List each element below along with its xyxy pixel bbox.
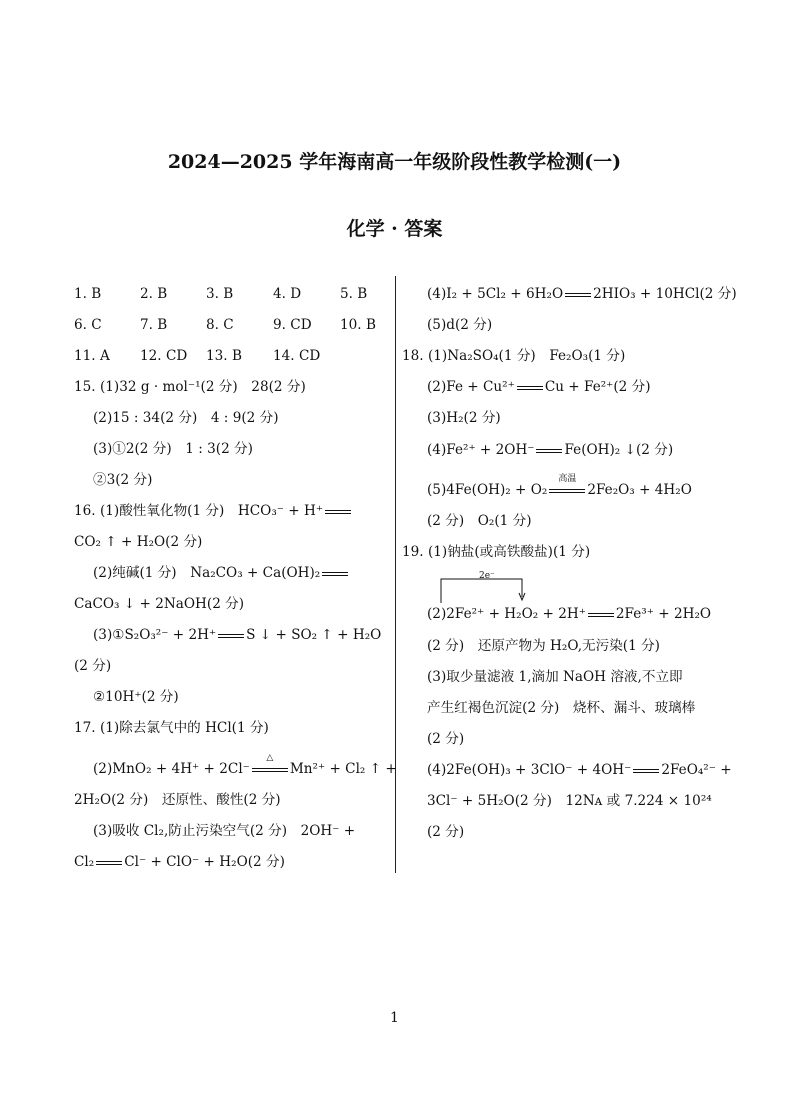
q15-line-3: (3)①2(2 分) 1 : 3(2 分) — [93, 441, 253, 457]
q18-line-3: (3)H₂(2 分) — [427, 410, 501, 426]
q19-line-9: (2 分) — [427, 824, 465, 840]
answer-4: 4. D — [273, 286, 302, 302]
q16-line-5-right: S ↓ + SO₂ ↑ + H₂O — [246, 627, 382, 643]
electron-transfer-bracket-icon — [427, 571, 527, 607]
q18-line-6: (2 分) O₂(1 分) — [427, 513, 532, 529]
answer-3: 3. B — [206, 286, 234, 302]
q17-line-7: (5)d(2 分) — [427, 317, 493, 333]
q16-line-5 — [93, 625, 381, 645]
q16-line-2: CO₂ ↑ + H₂O(2 分) — [74, 534, 203, 550]
q18-line-4 — [427, 440, 673, 460]
q19-line-5: 产生红褐色沉淀(2 分) 烧杯、漏斗、玻璃棒 — [427, 700, 696, 716]
answer-9: 9. CD — [273, 317, 312, 333]
answer-8: 8. C — [206, 317, 234, 333]
q18-line-4-left: (4)Fe²⁺ + 2OH⁻ — [427, 442, 535, 458]
q16-line-5-left: (3)①S₂O₃²⁻ + 2H⁺ — [93, 627, 217, 643]
equals-sign — [586, 610, 616, 620]
answer-11: 11. A — [74, 348, 110, 364]
q19-line-3: (2 分) 还原产物为 H₂O,无污染(1 分) — [427, 638, 660, 654]
q18-line-5 — [427, 473, 692, 500]
high-temp-condition-label: 高温 — [558, 473, 577, 484]
q16-line-3 — [93, 563, 350, 583]
q18-line-2 — [427, 377, 651, 397]
q19-line-7-right: 2FeO₄²⁻ + — [661, 762, 732, 778]
equals-sign — [94, 858, 124, 868]
answer-12: 12. CD — [140, 348, 188, 364]
q15-line-1: 15. (1)32 g · mol⁻¹(2 分) 28(2 分) — [74, 379, 306, 395]
q17-line-5-right: Cl⁻ + ClO⁻ + H₂O(2 分) — [124, 854, 285, 870]
q17-line-2-left: (2)MnO₂ + 4H⁺ + 2Cl⁻ — [93, 761, 250, 777]
q16-line-1-left: 16. (1)酸性氧化物(1 分) HCO₃⁻ + H⁺ — [74, 503, 324, 519]
q15-line-4: ②3(2 分) — [93, 472, 153, 488]
q17-line-5-left: Cl₂ — [74, 854, 95, 870]
equals-sign — [631, 766, 661, 776]
q16-line-1 — [74, 501, 353, 521]
q19-line-7 — [427, 760, 732, 780]
q17-line-5 — [74, 852, 285, 872]
q17-line-6-left: (4)I₂ + 5Cl₂ + 6H₂O — [427, 286, 564, 302]
q19-line-1: 19. (1)钠盐(或高铁酸盐)(1 分) — [402, 544, 591, 560]
equals-sign-high-temp — [547, 473, 587, 496]
answer-14: 14. CD — [273, 348, 321, 364]
equals-sign — [515, 383, 545, 393]
equals-sign-with-heat — [250, 752, 290, 775]
q19-line-8: 3Cl⁻ + 5H₂O(2 分) 12Nᴀ 或 7.224 × 10²⁴ — [427, 793, 712, 809]
q17-line-6-right: 2HIO₃ + 10HCl(2 分) — [593, 286, 737, 302]
q18-line-5-right: 2Fe₂O₃ + 4H₂O — [587, 482, 692, 498]
q19-line-2-right: 2Fe³⁺ + 2H₂O — [615, 606, 712, 622]
q19-line-6: (2 分) — [427, 731, 465, 747]
answer-13: 13. B — [206, 348, 242, 364]
answer-1: 1. B — [74, 286, 102, 302]
equals-sign — [320, 569, 350, 579]
q16-line-4: CaCO₃ ↓ + 2NaOH(2 分) — [74, 596, 245, 612]
answer-7: 7. B — [140, 317, 168, 333]
q17-line-6 — [427, 284, 737, 304]
electron-transfer-label: 2e⁻ — [479, 571, 495, 581]
q17-line-3: 2H₂O(2 分) 还原性、酸性(2 分) — [74, 792, 281, 808]
q19-line-7-left: (4)2Fe(OH)₃ + 3ClO⁻ + 4OH⁻ — [427, 762, 632, 778]
q18-line-2-left: (2)Fe + Cu²⁺ — [427, 379, 515, 395]
q18-line-2-right: Cu + Fe²⁺(2 分) — [544, 379, 651, 395]
q17-line-4: (3)吸收 Cl₂,防止污染空气(2 分) 2OH⁻ + — [93, 823, 356, 839]
electron-transfer-arrow — [427, 571, 527, 607]
equals-sign — [216, 631, 246, 641]
q19-line-2 — [427, 604, 711, 624]
page-title: 2024—2025 学年海南高一年级阶段性教学检测(一) — [167, 151, 622, 173]
answer-5: 5. B — [340, 286, 368, 302]
q16-line-3-left: (2)纯碱(1 分) Na₂CO₃ + Ca(OH)₂ — [93, 565, 321, 581]
q18-line-1: 18. (1)Na₂SO₄(1 分) Fe₂O₃(1 分) — [402, 348, 626, 364]
q16-line-7: ②10H⁺(2 分) — [93, 689, 179, 705]
q15-line-2: (2)15 : 34(2 分) 4 : 9(2 分) — [93, 410, 279, 426]
equals-sign — [563, 290, 593, 300]
answer-2: 2. B — [140, 286, 168, 302]
q17-line-1: 17. (1)除去氯气中的 HCl(1 分) — [74, 720, 269, 736]
answer-10: 10. B — [340, 317, 376, 333]
q18-line-4-right: Fe(OH)₂ ↓(2 分) — [564, 442, 674, 458]
q18-line-5-left: (5)4Fe(OH)₂ + O₂ — [427, 482, 548, 498]
heat-condition-label: △ — [266, 752, 274, 763]
q16-line-6: (2 分) — [74, 658, 112, 674]
q17-line-2-right: Mn²⁺ + Cl₂ ↑ + — [289, 761, 397, 777]
page-subtitle: 化学 · 答案 — [346, 218, 443, 240]
equals-sign — [323, 507, 353, 517]
q19-line-2-left: (2)2Fe²⁺ + H₂O₂ + 2H⁺ — [427, 606, 586, 622]
column-divider — [395, 276, 396, 873]
page-number: 1 — [390, 1010, 399, 1026]
q19-line-4: (3)取少量滤液 1,滴加 NaOH 溶液,不立即 — [427, 669, 683, 685]
q17-line-2 — [93, 752, 397, 779]
answer-6: 6. C — [74, 317, 102, 333]
equals-sign — [534, 446, 564, 456]
